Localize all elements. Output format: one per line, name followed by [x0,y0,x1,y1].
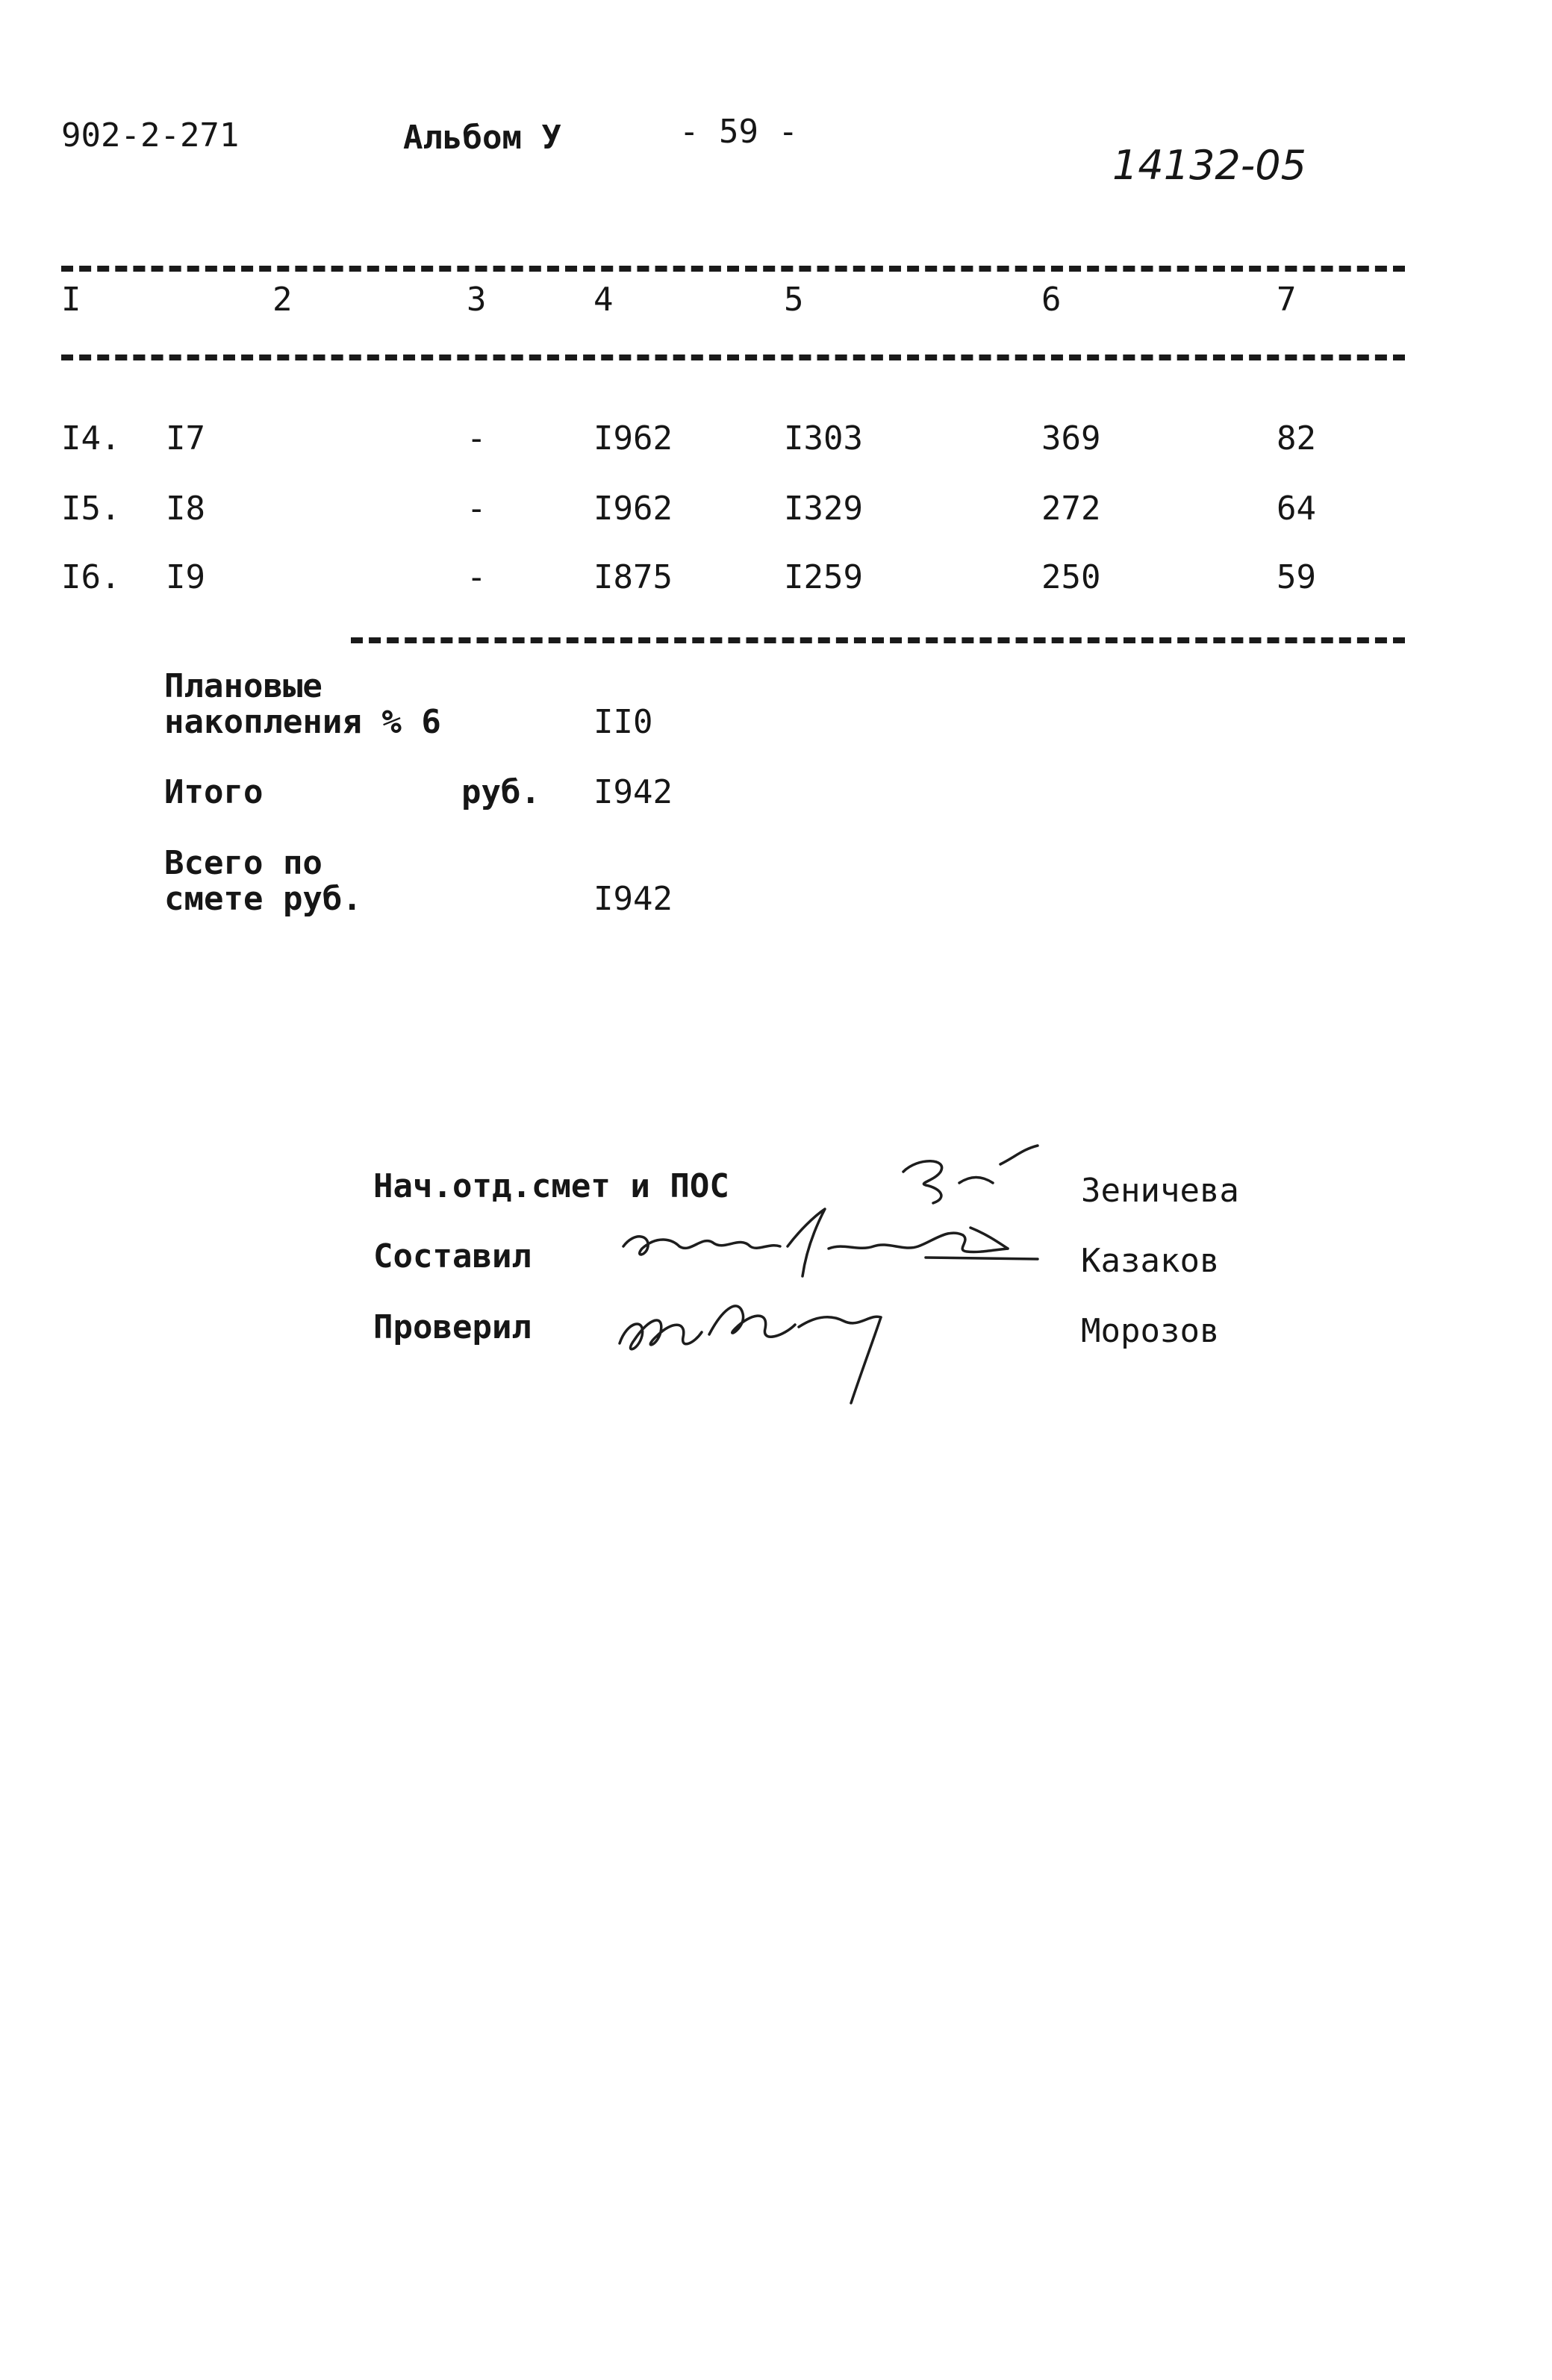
table-cell: I962 [593,490,673,528]
table-bottom-rule [351,637,1405,643]
table-cell: I962 [593,419,673,457]
table-header-rule [61,354,1405,360]
signature-name: Морозов [1081,1312,1220,1350]
table-cell: I5. [61,490,121,528]
column-header: 2 [272,281,293,319]
table-cell: 82 [1277,419,1316,457]
total-value: I942 [593,880,673,918]
inventory-number: 14132-05 [1112,142,1306,189]
table-cell: I9 [166,558,205,596]
table-cell: 59 [1277,558,1316,596]
planned-value: II0 [593,703,653,741]
table-cell: 272 [1041,490,1101,528]
column-header: 4 [593,281,614,319]
table-cell: 369 [1041,419,1101,457]
table-cell: I4. [61,419,121,457]
itogo-value: I942 [593,773,673,811]
handwritten-signature [612,1284,903,1411]
page-number: - 59 - [679,113,798,151]
album-label: Альбом У [403,119,561,157]
signature-role: Составил [373,1237,532,1275]
table-cell: - [467,558,487,596]
table-cell: I8 [166,490,205,528]
signature-name: Казаков [1081,1242,1220,1280]
handwritten-signature [888,1142,1082,1209]
signature-role: Проверил [373,1308,532,1346]
table-cell: I7 [166,419,205,457]
signature-role: Нач.отд.смет и ПОС [373,1167,729,1205]
table-top-rule [61,266,1405,272]
table-cell: I303 [784,419,863,457]
doc-code: 902-2-271 [61,116,240,154]
table-cell: 64 [1277,490,1316,528]
itogo-label: Итого [164,773,264,811]
table-cell: I329 [784,490,863,528]
table-cell: I6. [61,558,121,596]
handwritten-signature [620,1205,1053,1287]
column-header: 5 [784,281,804,319]
total-label: Всего по [164,844,322,882]
planned-label: накопления % 6 [164,703,441,741]
planned-label: Плановые [164,667,322,705]
column-header: I [61,281,81,319]
column-header: 7 [1277,281,1297,319]
table-cell: I875 [593,558,673,596]
itogo-unit: руб. [461,773,540,811]
column-header: 3 [467,281,487,319]
table-cell: 250 [1041,558,1101,596]
column-header: 6 [1041,281,1062,319]
table-cell: - [467,490,487,528]
total-label: смете руб. [164,880,362,918]
table-cell: - [467,419,487,457]
table-cell: I259 [784,558,863,596]
signature-name: Зеничева [1081,1172,1239,1210]
